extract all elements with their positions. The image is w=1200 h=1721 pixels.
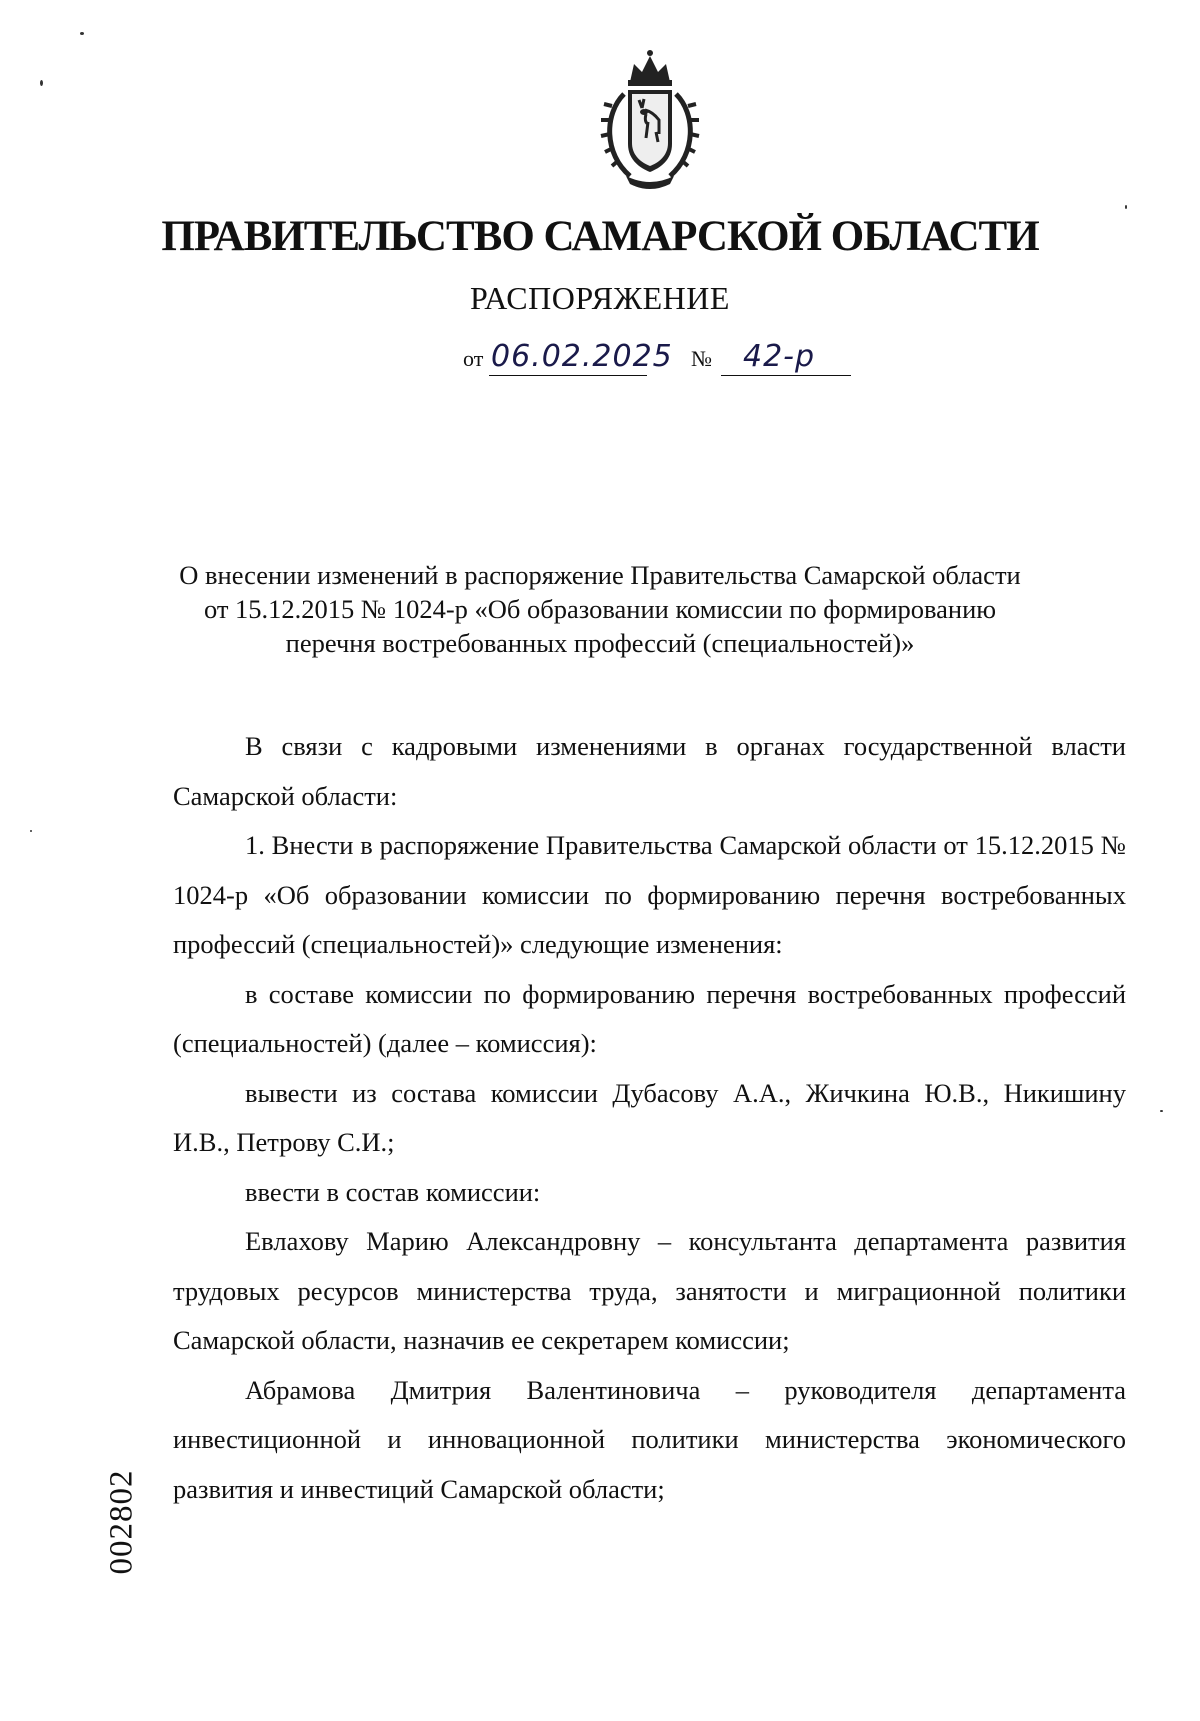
paragraph-member-abramov: Абрамова Дмитрия Валентиновича – руководителя департамента инвестиционной и инновационной политики министерства экономического развития и инвестиций Самарской области; <box>173 1374 1126 1504</box>
scan-speck <box>80 32 84 35</box>
date-number-line <box>463 338 863 380</box>
serial-number-stamp <box>94 1452 150 1592</box>
subject-line: перечня востребованных профессий (специальностей)» <box>285 628 915 658</box>
document-body <box>173 722 1126 1514</box>
serial-number: 002802 <box>103 1469 140 1575</box>
handwritten-number: 42-р <box>743 339 816 374</box>
government-title: ПРАВИТЕЛЬСТВО САМАРСКОЙ ОБЛАСТИ <box>161 213 1039 260</box>
paragraph-preamble: В связи с кадровыми изменениями в органах государственной власти Самарской области: <box>173 731 1126 811</box>
paragraph-commission: в составе комиссии по формированию перечня востребованных профессий (специальностей) (далее – комиссия): <box>173 978 1126 1058</box>
number-underline <box>721 375 851 376</box>
paragraph-remove-members: вывести из состава комиссии Дубасову А.А., Жичкина Ю.В., Никишину И.В., Петрову С.И.; <box>173 1077 1126 1157</box>
paragraph-member-evlakhova: Евлахову Марию Александровну – консультанта департамента развития трудовых ресурсов министерства труда, занятости и миграционной политики Самарской области, назначив ее секретарем комиссии; <box>173 1226 1126 1355</box>
document-subject <box>150 558 1050 660</box>
scan-speck <box>1160 1110 1163 1112</box>
paragraph-add-members: ввести в состав комиссии: <box>245 1176 541 1207</box>
date-underline <box>489 375 647 376</box>
samara-coat-of-arms-icon <box>590 44 710 194</box>
paragraph-item-1: 1. Внести в распоряжение Правительства Самарской области от 15.12.2015 № 1024-р «Об образовании комиссии по формированию перечня востребованных профессий (специальностей)» следующие изменения: <box>173 830 1126 959</box>
number-prefix: № <box>691 346 712 371</box>
scan-speck <box>40 80 43 86</box>
subject-line: от 15.12.2015 № 1024-р «Об образовании комиссии по формированию <box>203 594 997 624</box>
scan-speck <box>30 830 32 832</box>
subject-line: О внесении изменений в распоряжение Правительства Самарской области <box>179 560 1021 590</box>
scan-speck <box>1125 205 1127 209</box>
date-prefix: от <box>463 346 484 371</box>
handwritten-date: 06.02.2025 <box>491 339 673 374</box>
document-type: РАСПОРЯЖЕНИЕ <box>470 280 730 316</box>
